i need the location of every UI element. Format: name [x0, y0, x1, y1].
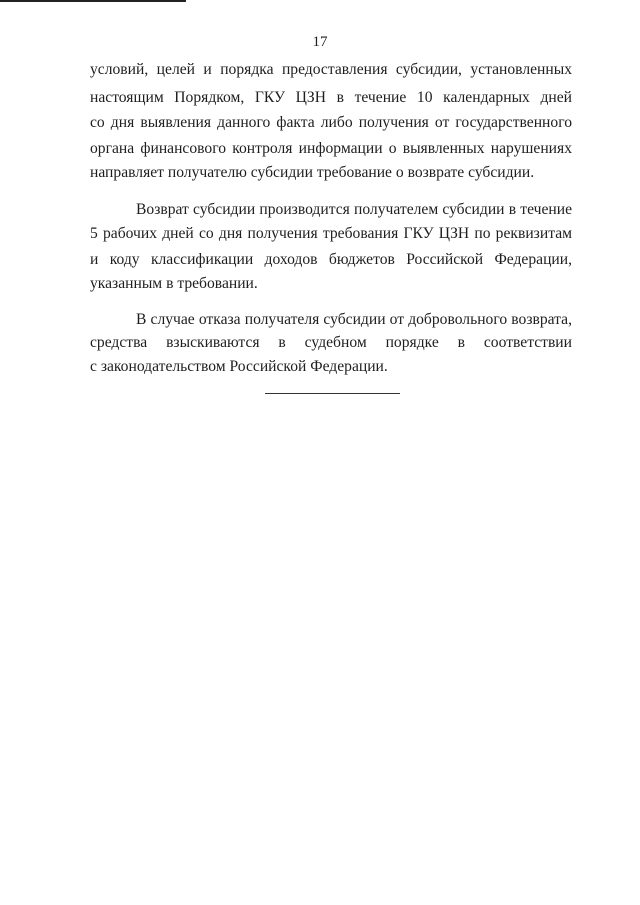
paragraph-line: средства взыскиваются в судебном порядке в соответствии [90, 334, 572, 351]
paragraph-line: Возврат субсидии производится получателем субсидии в течение [136, 201, 572, 218]
paragraph-line: с законодательством Российской Федерации. [90, 358, 388, 375]
paragraph-line: направляет получателю субсидии требование о возврате субсидии. [90, 164, 535, 181]
paragraph-line: настоящим Порядком, ГКУ ЦЗН в течение 10 календарных дней [90, 89, 572, 106]
end-of-document-rule [265, 393, 400, 394]
paragraph-line: и коду классификации доходов бюджетов Российской Федерации, [90, 251, 572, 268]
paragraph-line: органа финансового контроля информации о выявленных нарушениях [90, 140, 572, 157]
paragraph-line: 5 рабочих дней со дня получения требования ГКУ ЦЗН по реквизитам [90, 225, 572, 242]
paragraph-line: указанным в требовании. [90, 275, 258, 292]
page-number: 17 [312, 34, 328, 50]
paragraph-line: В случае отказа получателя субсидии от добровольного возврата, [136, 311, 572, 328]
scan-edge-mark [0, 0, 186, 2]
paragraph-line: условий, целей и порядка предоставления субсидии, установленных [90, 61, 572, 78]
paragraph-line: со дня выявления данного факта либо получения от государственного [90, 114, 572, 131]
